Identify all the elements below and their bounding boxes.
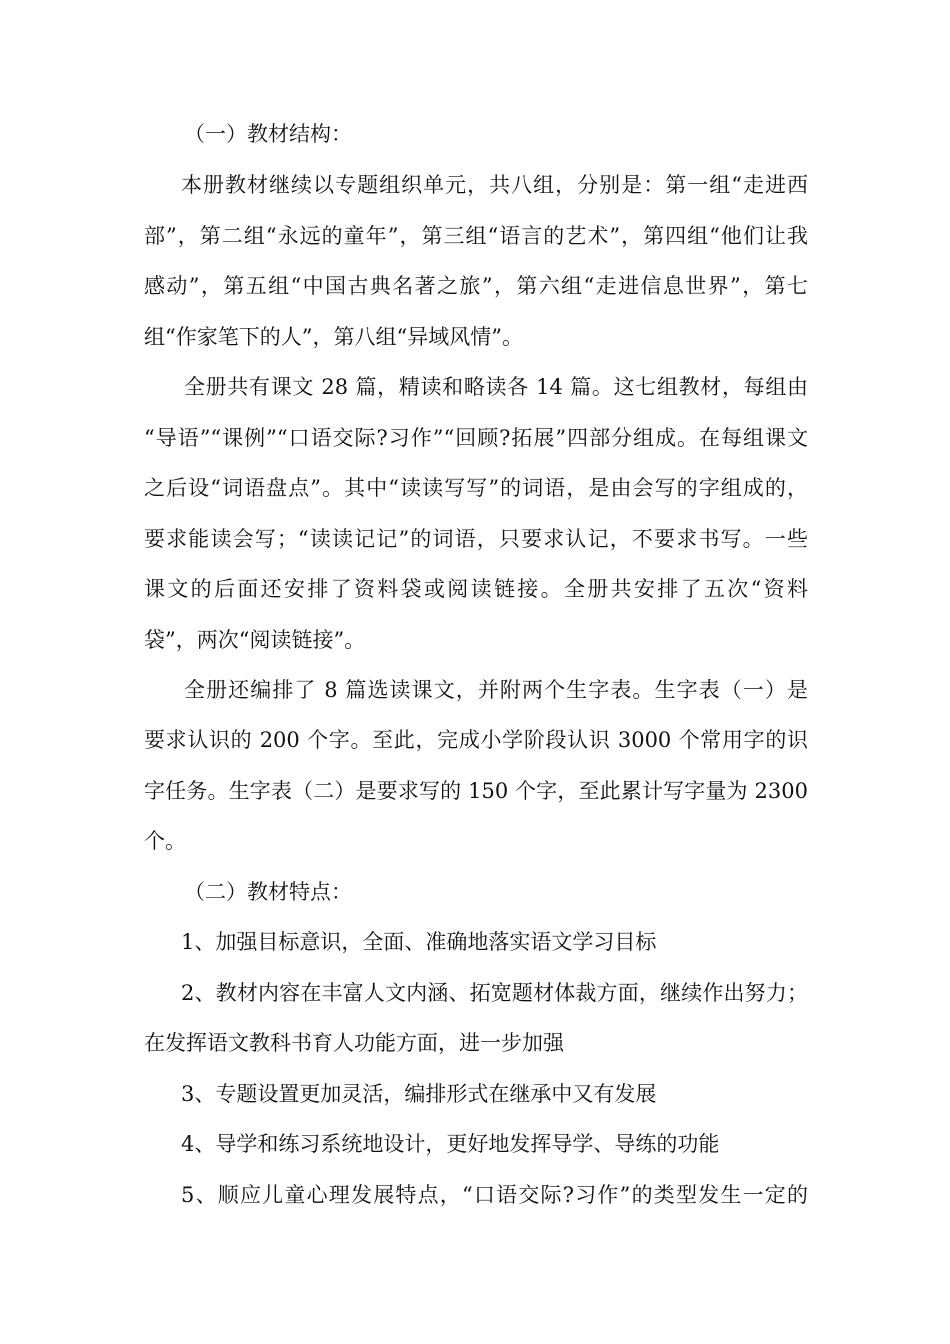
section-heading-structure: （一）教材结构： <box>184 122 352 146</box>
paragraph-line: “导语”“课例”“口语交际?习作”“回顾?拓展”四部分组成。在每组课文 <box>144 426 808 450</box>
list-item: 1、加强目标意识，全面、准确地落实语文学习目标 <box>181 930 657 954</box>
paragraph-line: 全册共有课文 28 篇，精读和略读各 14 篇。这七组教材，每组由 <box>184 375 808 399</box>
list-item: 5、顺应儿童心理发展特点，“口语交际?习作”的类型发生一定的 <box>181 1183 808 1207</box>
paragraph-line: 全册还编排了 8 篇选读课文，并附两个生字表。生字表（一）是 <box>184 678 808 702</box>
paragraph-line: 字任务。生字表（二）是要求写的 150 个字，至此累计写字量为 2300 <box>144 779 808 803</box>
paragraph-line: 组“作家笔下的人”，第八组“异域风情”。 <box>144 325 523 349</box>
list-item: 4、导学和练习系统地设计，更好地发挥导学、导练的功能 <box>181 1132 720 1156</box>
paragraph-line: 要求认识的 200 个字。至此，完成小学阶段认识 3000 个常用字的识 <box>144 728 808 752</box>
paragraph-line: 袋”，两次“阅读链接”。 <box>144 628 366 652</box>
paragraph-line: 本册教材继续以专题组织单元，共八组，分别是：第一组“走进西 <box>181 173 808 197</box>
list-item-continuation: 在发挥语文教科书育人功能方面，进一步加强 <box>144 1031 564 1055</box>
section-heading-features: （二）教材特点： <box>184 880 352 904</box>
paragraph-line: 感动”，第五组“中国古典名著之旅”，第六组“走进信息世界”，第七 <box>144 274 808 298</box>
paragraph-line: 部”，第二组“永远的童年”，第三组“语言的艺术”，第四组“他们让我 <box>144 224 808 248</box>
list-item: 2、教材内容在丰富人文内涵、拓宽题材体裁方面，继续作出努力； <box>181 981 808 1005</box>
paragraph-line: 个。 <box>144 829 186 853</box>
paragraph-line: 之后设“词语盘点”。其中“读读写写”的词语，是由会写的字组成的， <box>144 476 808 500</box>
paragraph-line: 课文的后面还安排了资料袋或阅读链接。全册共安排了五次“资料 <box>144 577 808 601</box>
list-item: 3、专题设置更加灵活，编排形式在继承中又有发展 <box>181 1082 657 1106</box>
paragraph-line: 要求能读会写；“读读记记”的词语，只要求认记，不要求书写。一些 <box>144 527 808 551</box>
